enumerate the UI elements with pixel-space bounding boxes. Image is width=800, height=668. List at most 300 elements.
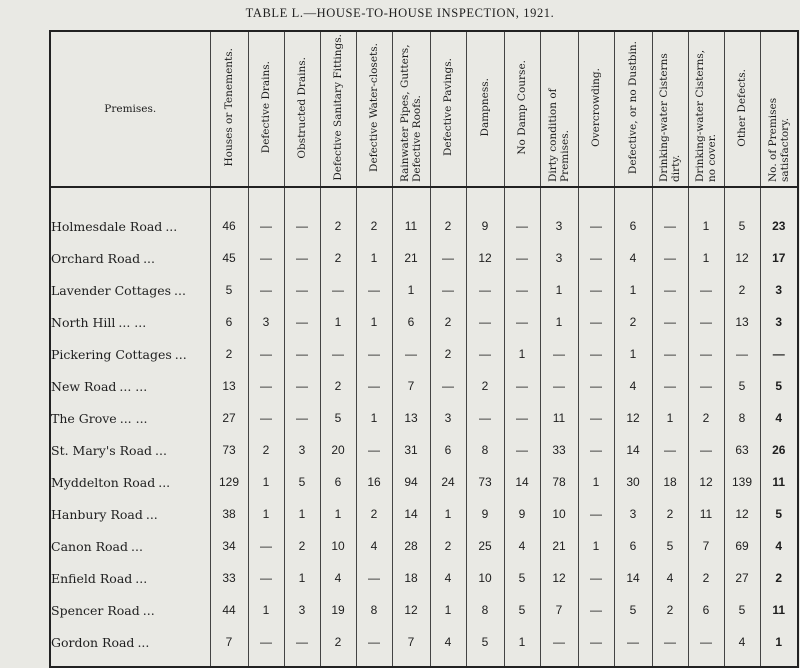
table-cell: 2 <box>430 338 466 370</box>
table-cell: — <box>614 626 652 658</box>
premises-name: North Hill <box>51 314 116 330</box>
premises-name-cell <box>50 466 210 498</box>
table-cell: — <box>284 370 320 402</box>
table-cell: — <box>248 562 284 594</box>
table-cell: 1 <box>248 466 284 498</box>
table-cell: — <box>248 402 284 434</box>
table-cell: 3 <box>540 242 578 274</box>
table-cell: 2 <box>466 370 504 402</box>
table-cell: 1 <box>320 498 356 530</box>
leader-dots: ... ... <box>119 378 148 394</box>
table-cell: 3 <box>284 594 320 626</box>
table-cell: 3 <box>614 498 652 530</box>
table-cell: — <box>504 210 540 242</box>
table-cell: 4 <box>430 562 466 594</box>
premises-name: New Road <box>51 378 117 394</box>
table-cell: 1 <box>356 402 392 434</box>
table-cell: 6 <box>614 210 652 242</box>
table-cell: 46 <box>210 210 248 242</box>
spacer-cell <box>540 187 578 210</box>
table-cell: — <box>652 274 688 306</box>
spacer-cell <box>392 658 430 667</box>
table-cell: 4 <box>614 242 652 274</box>
table-cell: 2 <box>320 242 356 274</box>
premises-name-cell <box>50 402 210 434</box>
table-cell: 11 <box>540 402 578 434</box>
premises-name-cell <box>50 338 210 370</box>
leader-dots: ... <box>158 474 171 490</box>
premises-name-cell <box>50 498 210 530</box>
table-cell: — <box>760 338 798 370</box>
spacer-cell <box>504 658 540 667</box>
table-cell: 21 <box>540 530 578 562</box>
table-cell: 3 <box>430 402 466 434</box>
table-cell: 26 <box>760 434 798 466</box>
premises-name-cell <box>50 626 210 658</box>
premises-name: Lavender Cottages <box>51 282 172 298</box>
table-cell: 1 <box>688 210 724 242</box>
table-row <box>50 242 798 274</box>
column-header-label: No Damp Course. <box>515 60 528 155</box>
table-cell: — <box>578 626 614 658</box>
table-cell: 12 <box>540 562 578 594</box>
table-cell: 1 <box>614 274 652 306</box>
spacer-cell <box>466 658 504 667</box>
table-cell: 6 <box>430 434 466 466</box>
table-cell: 2 <box>210 338 248 370</box>
table-cell: — <box>578 338 614 370</box>
spacer-cell <box>652 187 688 210</box>
premises-name-cell <box>50 306 210 338</box>
spacer-cell <box>652 658 688 667</box>
table-cell: 5 <box>724 370 760 402</box>
table-cell: — <box>578 434 614 466</box>
column-header <box>248 31 284 187</box>
spacer-cell <box>50 187 210 210</box>
table-cell: 129 <box>210 466 248 498</box>
table-cell: — <box>578 370 614 402</box>
table-cell: — <box>466 274 504 306</box>
table-cell: 2 <box>248 434 284 466</box>
table-cell: — <box>578 594 614 626</box>
table-cell: — <box>466 306 504 338</box>
table-cell: 69 <box>724 530 760 562</box>
table-cell: 1 <box>688 242 724 274</box>
premises-name: Myddelton Road <box>51 474 156 490</box>
column-header-label: Defective Sanitary Fittings. <box>331 34 344 181</box>
column-header-label: Dirty condition of Premises. <box>546 87 571 182</box>
table-cell: — <box>652 434 688 466</box>
table-cell: 17 <box>760 242 798 274</box>
column-header <box>652 31 688 187</box>
table-cell: 1 <box>760 626 798 658</box>
premises-name: Holmesdale Road <box>51 218 163 234</box>
table-cell: 7 <box>210 626 248 658</box>
spacer-cell <box>688 658 724 667</box>
table-cell: — <box>356 626 392 658</box>
leader-dots: ... <box>131 538 143 554</box>
premises-header: Premises. <box>50 31 210 187</box>
column-header <box>614 31 652 187</box>
table-cell: 8 <box>466 594 504 626</box>
table-cell: 63 <box>724 434 760 466</box>
table-cell: 5 <box>760 498 798 530</box>
table-cell: 4 <box>724 626 760 658</box>
table-cell: 4 <box>430 626 466 658</box>
table-cell: 14 <box>504 466 540 498</box>
table-cell: — <box>652 370 688 402</box>
table-cell: 2 <box>760 562 798 594</box>
leader-dots: ... ... <box>119 410 148 426</box>
table-cell: 8 <box>466 434 504 466</box>
spacer-cell <box>320 658 356 667</box>
spacer-cell <box>614 187 652 210</box>
table-cell: — <box>540 626 578 658</box>
column-header <box>578 31 614 187</box>
table-cell: 31 <box>392 434 430 466</box>
leader-dots: ... <box>135 570 148 586</box>
column-header-label: Defective Water-closets. <box>367 43 380 172</box>
table-row <box>50 562 798 594</box>
table-cell: — <box>504 434 540 466</box>
table-cell: 9 <box>466 210 504 242</box>
table-cell: 34 <box>210 530 248 562</box>
column-header-label: No. of Premises satisfactory. <box>766 97 791 182</box>
column-header-label: Defective Pavings. <box>441 58 454 157</box>
table-cell: 1 <box>540 274 578 306</box>
table-body <box>50 187 798 667</box>
premises-name: Canon Road <box>51 538 129 554</box>
table-cell: — <box>504 274 540 306</box>
table-cell: — <box>284 338 320 370</box>
table-cell: 11 <box>760 594 798 626</box>
premises-name-cell <box>50 594 210 626</box>
table-cell: 6 <box>688 594 724 626</box>
table-row <box>50 210 798 242</box>
table-cell: — <box>688 306 724 338</box>
table-cell: 23 <box>760 210 798 242</box>
column-header <box>540 31 578 187</box>
table-row <box>50 434 798 466</box>
table-cell: — <box>248 274 284 306</box>
table-cell: 7 <box>688 530 724 562</box>
premises-name-cell <box>50 274 210 306</box>
table-cell: — <box>284 626 320 658</box>
table-cell: 1 <box>578 530 614 562</box>
spacer-cell <box>356 187 392 210</box>
column-header-label: Dampness. <box>478 78 491 137</box>
table-cell: 3 <box>248 306 284 338</box>
table-cell: 73 <box>210 434 248 466</box>
table-cell: 21 <box>392 242 430 274</box>
spacer-cell <box>392 187 430 210</box>
table-cell: 5 <box>210 274 248 306</box>
table-cell: — <box>578 274 614 306</box>
spacer-row <box>50 658 798 667</box>
table-cell: 2 <box>356 210 392 242</box>
table-cell: 6 <box>392 306 430 338</box>
column-header <box>504 31 540 187</box>
premises-name: Spencer Road <box>51 602 140 618</box>
table-cell: — <box>466 338 504 370</box>
premises-name-cell <box>50 370 210 402</box>
premises-name: Enfield Road <box>51 570 133 586</box>
table-cell: 14 <box>614 562 652 594</box>
table-cell: — <box>504 402 540 434</box>
table-cell: 2 <box>284 530 320 562</box>
table-cell: 2 <box>430 210 466 242</box>
table-cell: 5 <box>504 562 540 594</box>
table-cell: 8 <box>356 594 392 626</box>
table-cell: 5 <box>724 594 760 626</box>
leader-dots: ... <box>155 442 167 458</box>
table-cell: 11 <box>392 210 430 242</box>
table-cell: — <box>688 434 724 466</box>
table-cell: 13 <box>724 306 760 338</box>
spacer-cell <box>248 187 284 210</box>
spacer-cell <box>210 187 248 210</box>
table-cell: 2 <box>724 274 760 306</box>
table-cell: 30 <box>614 466 652 498</box>
column-header-label: Rainwater Pipes, Gutters, Defective Roofs. <box>398 43 423 182</box>
table-cell: — <box>578 498 614 530</box>
spacer-cell <box>578 658 614 667</box>
table-cell: 1 <box>248 498 284 530</box>
table-cell: 18 <box>652 466 688 498</box>
table-cell: — <box>248 626 284 658</box>
table-cell: — <box>248 210 284 242</box>
premises-name: Gordon Road <box>51 634 135 650</box>
table-cell: 13 <box>392 402 430 434</box>
table-cell: — <box>504 242 540 274</box>
spacer-cell <box>504 187 540 210</box>
spacer-cell <box>284 187 320 210</box>
table-cell: — <box>284 402 320 434</box>
table-cell: — <box>504 306 540 338</box>
table-cell: 3 <box>540 210 578 242</box>
column-header-label: Other Defects. <box>735 68 748 147</box>
spacer-cell <box>724 187 760 210</box>
spacer-cell <box>248 658 284 667</box>
column-header <box>356 31 392 187</box>
table-cell: 1 <box>284 498 320 530</box>
table-cell: 3 <box>760 306 798 338</box>
table-cell: — <box>578 242 614 274</box>
column-header <box>760 31 798 187</box>
table-cell: 33 <box>210 562 248 594</box>
table-cell: 3 <box>760 274 798 306</box>
table-cell: 1 <box>614 338 652 370</box>
table-cell: 73 <box>466 466 504 498</box>
table-cell: 139 <box>724 466 760 498</box>
table-cell: 4 <box>504 530 540 562</box>
column-header-label: Defective Drains. <box>259 61 272 154</box>
table-cell: — <box>688 274 724 306</box>
premises-name: The Grove <box>51 410 117 426</box>
table-cell: — <box>248 530 284 562</box>
table-cell: 5 <box>760 370 798 402</box>
column-header <box>688 31 724 187</box>
table-cell: 9 <box>504 498 540 530</box>
premises-name-cell <box>50 562 210 594</box>
table-cell: — <box>248 338 284 370</box>
table-cell: 27 <box>724 562 760 594</box>
table-cell: 2 <box>688 562 724 594</box>
spacer-cell <box>284 658 320 667</box>
leader-dots: ... <box>143 250 155 266</box>
table-cell: 10 <box>466 562 504 594</box>
table-cell: — <box>284 210 320 242</box>
table-cell: 10 <box>540 498 578 530</box>
spacer-cell <box>466 187 504 210</box>
table-cell: — <box>356 274 392 306</box>
table-row <box>50 594 798 626</box>
table-cell: 4 <box>760 402 798 434</box>
table-cell: — <box>430 274 466 306</box>
column-header-label: Defective, or no Dustbin. <box>626 40 639 175</box>
table-cell: 20 <box>320 434 356 466</box>
column-header <box>430 31 466 187</box>
table-cell: 5 <box>652 530 688 562</box>
table-cell: — <box>284 274 320 306</box>
table-cell: 7 <box>392 626 430 658</box>
table-cell: — <box>248 242 284 274</box>
table-cell: 12 <box>724 498 760 530</box>
table-cell: 13 <box>210 370 248 402</box>
table-row <box>50 274 798 306</box>
table-cell: 10 <box>320 530 356 562</box>
table-cell: 2 <box>320 370 356 402</box>
column-header <box>392 31 430 187</box>
table-cell: 1 <box>430 594 466 626</box>
table-cell: 4 <box>614 370 652 402</box>
table-cell: 2 <box>614 306 652 338</box>
table-row <box>50 338 798 370</box>
table-cell: — <box>320 338 356 370</box>
premises-name-cell <box>50 434 210 466</box>
table-cell: — <box>320 274 356 306</box>
table-cell: 11 <box>760 466 798 498</box>
table-cell: 9 <box>466 498 504 530</box>
table-cell: 45 <box>210 242 248 274</box>
table-cell: — <box>578 306 614 338</box>
spacer-cell <box>540 658 578 667</box>
table-cell: — <box>652 338 688 370</box>
premises-name: St. Mary's Road <box>51 442 153 458</box>
table-cell: — <box>688 626 724 658</box>
table-cell: 1 <box>284 562 320 594</box>
table-cell: — <box>652 242 688 274</box>
table-cell: — <box>688 370 724 402</box>
table-cell: 2 <box>430 530 466 562</box>
table-cell: 2 <box>320 626 356 658</box>
table-row <box>50 402 798 434</box>
column-header-label: Houses or Tenements. <box>222 48 235 167</box>
table-cell: 1 <box>652 402 688 434</box>
table-cell: 12 <box>614 402 652 434</box>
table-row <box>50 306 798 338</box>
table-cell: 2 <box>652 594 688 626</box>
table-cell: — <box>578 562 614 594</box>
inspection-table <box>49 30 799 668</box>
table-cell: 3 <box>284 434 320 466</box>
premises-name-cell <box>50 210 210 242</box>
table-cell: 6 <box>614 530 652 562</box>
table-cell: 94 <box>392 466 430 498</box>
premises-name: Pickering Cottages <box>51 346 172 362</box>
table-cell: 1 <box>356 306 392 338</box>
spacer-cell <box>430 187 466 210</box>
table-cell: 38 <box>210 498 248 530</box>
table-cell: 4 <box>356 530 392 562</box>
table-title: TABLE L.—HOUSE-TO-HOUSE INSPECTION, 1921. <box>245 6 555 20</box>
table-cell: 2 <box>688 402 724 434</box>
table-cell: 5 <box>320 402 356 434</box>
column-header-label: Obstructed Drains. <box>295 56 308 159</box>
table-cell: 1 <box>320 306 356 338</box>
table-cell: 1 <box>504 626 540 658</box>
table-cell: 1 <box>392 274 430 306</box>
leader-dots: ... <box>142 602 155 618</box>
table-cell: 1 <box>504 338 540 370</box>
column-header <box>466 31 504 187</box>
table-cell: 5 <box>724 210 760 242</box>
table-cell: 8 <box>724 402 760 434</box>
table-cell: 33 <box>540 434 578 466</box>
premises-name: Hanbury Road <box>51 506 143 522</box>
table-row <box>50 530 798 562</box>
table-cell: — <box>356 562 392 594</box>
column-header-label: Drinking-water Cisterns dirty. <box>657 52 682 182</box>
table-cell: — <box>652 306 688 338</box>
table-cell: — <box>540 370 578 402</box>
table-cell: 12 <box>724 242 760 274</box>
table-cell: 12 <box>392 594 430 626</box>
spacer-cell <box>760 187 798 210</box>
table-row <box>50 626 798 658</box>
table-cell: — <box>504 370 540 402</box>
table-cell: — <box>392 338 430 370</box>
table-cell: 12 <box>688 466 724 498</box>
table-cell: 2 <box>652 498 688 530</box>
table-cell: 7 <box>392 370 430 402</box>
table-cell: 1 <box>356 242 392 274</box>
table-cell: 4 <box>652 562 688 594</box>
table-cell: — <box>356 370 392 402</box>
table-cell: — <box>430 370 466 402</box>
table-cell: — <box>578 402 614 434</box>
leader-dots: ... ... <box>118 314 147 330</box>
table-cell: — <box>688 338 724 370</box>
table-row <box>50 498 798 530</box>
spacer-cell <box>724 658 760 667</box>
table-cell: 1 <box>248 594 284 626</box>
table-cell: 78 <box>540 466 578 498</box>
table-cell: 2 <box>320 210 356 242</box>
column-header <box>320 31 356 187</box>
spacer-cell <box>578 187 614 210</box>
spacer-cell <box>688 187 724 210</box>
spacer-cell <box>320 187 356 210</box>
column-header <box>724 31 760 187</box>
table-cell: — <box>356 338 392 370</box>
leader-dots: ... <box>174 282 186 298</box>
table-cell: 6 <box>320 466 356 498</box>
table-cell: 14 <box>614 434 652 466</box>
table-cell: 6 <box>210 306 248 338</box>
premises-name-cell <box>50 242 210 274</box>
table-cell: 4 <box>760 530 798 562</box>
